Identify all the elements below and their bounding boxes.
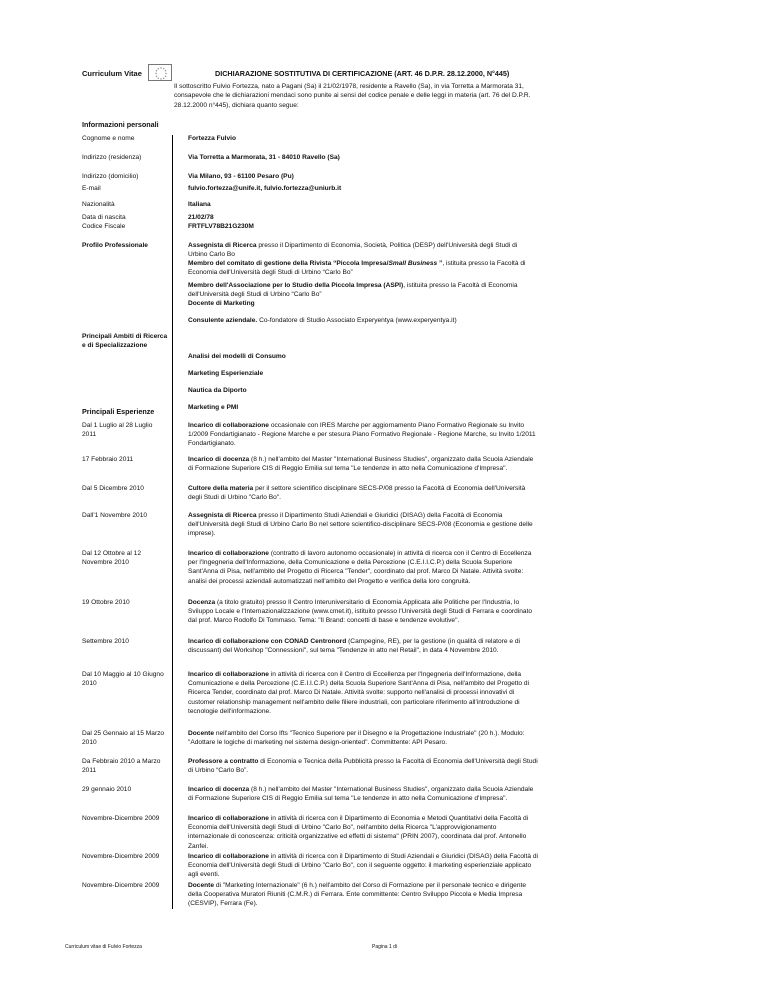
experience-role: Docente [188,730,215,737]
experience-date: 17 Febbraio 2011 [82,456,134,463]
experience-description [188,455,538,473]
experience-date: Novembre-Dicembre 2009 [82,882,160,889]
experiences-heading: Principali Esperienze [82,407,155,416]
experience-date: Novembre-Dicembre 2009 [82,853,160,860]
profile-rivista-text: , istituita presso la Facoltà di Economia dell'Università degli Studi di Urbino “Carlo Bo” [188,260,526,277]
birth-date-value: 21/02/78 [188,214,214,221]
experience-date: Dal 10 Maggio al 10 Giugno 2010 [82,671,164,687]
experience-text: in attività di ricerca con il Dipartimento di Economia e Metodi Quantitativi della Facoltà di Economia dell'Università degli Studi di Urbino "Carlo Bo", nell'ambito della Ricerca "L'approvvigionamento internazionale di conoscenza: criticità organizzative ed effetti di sistema" (PRIN 2007), coordinata dal prof. Antonello Zanfei. [188,815,529,850]
domicile-label: Indirizzo (domicilio) [82,173,139,180]
research-area-item: Marketing Esperienziale [188,370,264,377]
experience-date: Dal 25 Gennaio al 15 Marzo 2010 [82,730,165,746]
research-area-item: Marketing e PMI [188,404,239,411]
footer-left-text: Curriculum vitae di Fulvio Fortezza [65,944,142,950]
surname-name-label: Cognome e nome [82,135,135,142]
experience-date: Dal 12 Ottobre al 12 Novembre 2010 [82,550,142,566]
curriculum-vitae-label: Curriculum Vitae [82,69,142,78]
column-divider [172,135,173,909]
tax-code-value: FRTFLV78B21G230M [188,223,254,230]
experience-text: per il settore scientifico disciplinare SECS-P/08 presso la Facoltà di Economia dell'Università degli Studi di Urbino "Carlo Bo". [188,485,526,502]
surname-name-value: Fortezza Fulvio [188,135,236,142]
experience-description [188,852,538,880]
email-value: fulvio.fortezza@unife.it, fulvio.fortezza@uniurb.it [188,185,342,192]
experience-text: in attività di ricerca con il Centro di Eccellenza per l'Ingegneria dell'Informazione, della Comunicazione e della Percezione (C.E.I.I.C.P.) della Scuola Superiore Sant'Anna di Pisa, nell'ambito del Progetto di Ricerca Tender, coordinato dal prof. Marco Di Natale. Attività svolte: supporto nell'analisi di processi innovativi di customer relationship management nell'ambito delle filiere industriali, con particolare riferimento all'introduzione di tecnologie dell'informazione. [188,671,530,715]
profile-aspi-title: Membro dell'Associazione per lo Studio della Piccola Impresa (ASPI) [188,282,404,289]
experience-date: Settembre 2010 [82,638,129,645]
experience-description [188,814,538,851]
profile-rivista-title-a: Membro del comitato di gestione della Rivista “Piccola Impresa/ [188,260,389,267]
domicile-value: Via Milano, 93 - 61100 Pesaro (Pu) [188,173,294,180]
experience-date: 29 gennaio 2010 [82,786,132,793]
experience-date: Dal 5 Dicembre 2010 [82,485,144,492]
experience-role: Incarico di collaborazione [188,422,269,429]
nationality-value: Italiana [188,201,211,208]
experience-description [188,484,538,502]
experience-role: Docente [188,882,215,889]
experience-role: Incarico di collaborazione [188,815,269,822]
eu-stars-icon [148,64,172,81]
experience-text: di Economia e Tecnica della Pubblicità presso la Facoltà di Economia dell'Università degli Studi di Urbino “Carlo Bo”. [188,758,538,775]
profile-consulente-text: Co-fondatore di Studio Associato Experyentya (www.experyentya.it) [257,317,457,324]
personal-info-heading: Informazioni personali [82,120,159,129]
experience-text: (8 h.) nell'ambito del Master "International Business Studies", organizzato dalla Scuola Aziendale di Formazione Superiore CIS di Reggio Emilia sul tema "Le tendenze in atto nella Comunicazione d'Impresa". [188,456,534,473]
residence-label: Indirizzo (residenza) [82,154,142,161]
research-areas-label: Principali Ambiti di Ricerca e di Specializzazione [82,333,168,349]
profile-rivista-title-b: ” [437,260,443,267]
experience-role: Incarico di docenza [188,786,250,793]
nationality-label: Nazionalità [82,201,115,208]
experience-description [188,598,538,626]
birth-date-label: Data di nascita [82,214,126,221]
experience-description [188,785,538,803]
experience-description [188,757,538,775]
experience-date: Dal 1 Luglio al 28 Luglio 2011 [82,422,153,438]
tax-code-label: Codice Fiscale [82,223,126,230]
experience-role: Cultore della materia [188,485,254,492]
experience-date: Novembre-Dicembre 2009 [82,815,160,822]
experience-description [188,511,538,539]
profile-aspi-text: , istituita presso la Facoltà di Economia dell'Università degli Studi di Urbino “Carlo Bo” [188,282,518,299]
research-area-item: Analisi dei modelli di Consumo [188,353,286,360]
experience-description [188,729,538,747]
profile-rivista [188,259,538,277]
experience-role: Docenza [188,599,216,606]
experience-description [188,670,538,716]
document-title: DICHIARAZIONE SOSTITUTIVA DI CERTIFICAZIONE (ART. 46 D.P.R. 28.12.2000, N°445) [215,69,510,78]
experience-description [188,421,538,449]
professional-profile-label: Profilo Professionale [82,242,148,249]
intro-declaration: Il sottoscritto Fulvio Fortezza, nato a Pagani (Sa) il 21/02/1978, residente a Ravello (Sa), in via Torretta a Marmorata 31, consapevole che le dichiarazioni mendaci sono punite ai sensi del codice penale e delle leggi in materia (art. 76 del D.P.R. 28.12.2000 n°445), dichiara quanto segue: [174,83,531,109]
footer-page-number: Pagina 1 di [372,944,398,950]
profile-assegnista-title: Assegnista di Ricerca [188,242,257,249]
experience-text: (Campegine, RE), per la gestione (in qualità di relatore e di discussant) del Workshop "Connessioni", sul tema "Tendenze in atto nel Retail", in data 4 Novembre 2010. [188,638,521,655]
experience-text: (a titolo gratuito) presso Il Centro Interuniversitario di Economia Applicata alle Politiche per l'Industria, lo Sviluppo Locale e l'Internazionalizzazione (www.cmet.it), istituito presso l'Università degli Studi di Ferrara e coordinato dal prof. Marco Rodolfo Di Tommaso. Tema: "Il Brand: concetti di base e tendenze evolutive". [188,599,533,625]
experience-role: Incarico di docenza [188,456,250,463]
email-label: E-mail [82,185,101,192]
experience-text: di "Marketing Internazionale" (6 h.) nell'ambito del Corso di Formazione per il personale tecnico e dirigente della Cooperativa Muratori Riuniti (C.M.R.) di Ferrara. Ente committente: Centro Sviluppo Piccola e Media Impresa (CESVIP), Ferrara (Fe). [188,882,526,908]
experience-description [188,881,538,909]
profile-assegnista [188,241,538,259]
experience-text: (contratto di lavoro autonomo occasionale) in attività di ricerca con il Centro di Eccellenza per l'Ingegneria dell'Informazione, della Comunicazione e della Percezione (C.E.I.I.C.P.) della Scuola Superiore Sant'Anna di Pisa, nell'ambito del Progetto di Ricerca "Tender", coordinato dal prof. Marco Di Natale. Attività svolte: analisi dei processi aziendali automatizzati nell'ambito del Progetto e verifica della loro congruità. [188,550,532,585]
experience-description [188,549,538,586]
experience-date: Da Febbraio 2010 a Marzo 2011 [82,758,161,774]
profile-assegnista-text: presso il Dipartimento di Economia, Società, Politica (DESP) dell'Università degli Studi di Urbino Carlo Bo [188,242,518,259]
experience-description [188,637,538,655]
experience-role: Incarico di collaborazione [188,671,269,678]
residence-value: Via Torretta a Marmorata, 31 - 84010 Ravello (Sa) [188,154,340,161]
experience-date: 19 Ottobre 2010 [82,599,130,606]
experience-text: occasionale con IRES Marche per aggiornamento Piano Formativo Regionale su Invito 1/2009 Fondartigianato - Regione Marche e per stesura Piano Formativo Regionale - Regione Marche, su Invito 1/2011 Fondartigianato. [188,422,536,448]
experience-text: (8 h.) nell'ambito del Master "International Business Studies", organizzato dalla Scuola Aziendale di Formazione Superiore CIS di Reggio Emilia sul tema "Le tendenze in atto nella Comunicazione d'Impresa". [188,786,534,803]
experience-role: Incarico di collaborazione [188,550,269,557]
experience-text: in attività di ricerca con il Dipartimento di Studi Aziendali e Giuridici (DISAG) della Facoltà di Economia dell'Università degli Studi di Urbino "Carlo Bo", con il seguente oggetto: il marketing esperienziale applicato agli eventi. [188,853,538,879]
experience-role: Incarico di collaborazione con CONAD Centronord [188,638,347,645]
experience-text: nell'ambito del Corso Ifts "Tecnico Superiore per il Disegno e la Progettazione Industriale" (20 h.). Modulo: "Adottare le logiche di marketing nel sistema design-oriented". Committente: API Pesaro. [188,730,525,747]
experience-role: Assegnista di Ricerca [188,512,257,519]
profile-rivista-title-italic: Small Business [388,260,438,267]
experience-text: presso il Dipartimento Studi Aziendali e Giuridici (DISAG) della Facoltà di Economia dell'Università degli Studi di Urbino Carlo Bo nel settore scientifico-disciplinare SECS-P/08 (Economia e gestione delle imprese). [188,512,533,538]
experience-role: Professore a contratto [188,758,259,765]
profile-consulente [188,316,538,325]
research-area-item: Nautica da Diporto [188,387,247,394]
profile-docente: Docente di Marketing [188,300,255,307]
experience-role: Incarico di collaborazione [188,853,269,860]
profile-aspi [188,281,538,299]
profile-consulente-title: Consulente aziendale. [188,317,258,324]
experience-date: Dall'1 Novembre 2010 [82,512,148,519]
